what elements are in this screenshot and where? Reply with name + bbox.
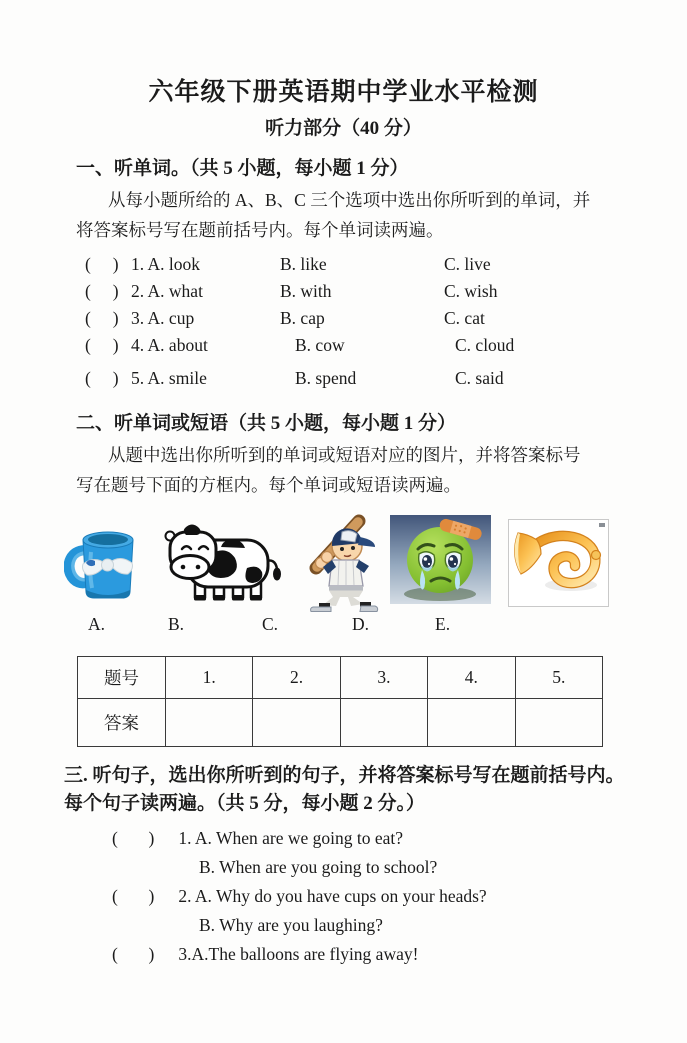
- section3-heading-line1: 三. 听句子，选出你所听到的句子，并将答案标号写在题前括号内。: [64, 765, 625, 786]
- question-row-2: [85, 278, 687, 305]
- sentence-item-2b: [199, 911, 687, 940]
- answer-cell-2: [253, 699, 340, 747]
- option-a: 1. A. look: [131, 254, 201, 274]
- answer-bracket: ( ): [112, 886, 155, 906]
- question-row-3: [85, 305, 687, 332]
- picture-options-row: [0, 508, 687, 640]
- picture-label-b: B.: [168, 614, 185, 634]
- question-row-5: [85, 365, 687, 392]
- option-c: C. said: [455, 368, 504, 388]
- option-b: B. like: [280, 254, 327, 274]
- answer-table: [77, 656, 603, 747]
- question-row-1: [85, 251, 687, 278]
- section3-item-list: [0, 824, 687, 969]
- table-col-1: 1.: [166, 657, 253, 699]
- sentence-item-1b: [199, 853, 687, 882]
- section1-instruction-line1: 从每小题所给的 A、B、C 三个选项中选出你所听到的单词，并: [108, 190, 591, 210]
- sentence-option: 1. A. When are we going to eat?: [178, 828, 404, 848]
- picture-label-c: C.: [262, 614, 279, 634]
- picture-label-a: A.: [88, 614, 106, 634]
- table-col-3: 3.: [340, 657, 427, 699]
- baseball-player-image: [287, 509, 387, 612]
- answer-cell-3: [340, 699, 427, 747]
- answer-bracket: ( ): [112, 944, 155, 964]
- sentence-item-3a: [112, 940, 687, 969]
- answer-bracket: ( ): [85, 368, 119, 388]
- section1-instruction-line2: 将答案标号写在题前括号内。每个单词读两遍。: [76, 220, 444, 240]
- page-subtitle: 听力部分（40 分）: [265, 118, 422, 139]
- answer-cell-1: [166, 699, 253, 747]
- section2-instruction-line2: 写在题号下面的方框内。每个单词或短语读两遍。: [76, 475, 461, 495]
- option-b: B. cap: [280, 308, 325, 328]
- section2-heading: 二、听单词或短语（共 5 小题，每小题 1 分）: [76, 413, 457, 434]
- table-col-5: 5.: [515, 657, 602, 699]
- answer-bracket: ( ): [112, 828, 155, 848]
- answer-bracket: ( ): [85, 335, 119, 355]
- option-a: 2. A. what: [131, 281, 203, 301]
- option-a: 5. A. smile: [131, 368, 207, 388]
- sentence-option: B. When are you going to school?: [199, 857, 438, 877]
- section3-heading-line2: 每个句子读两遍。（共 5 分，每小题 2 分。）: [64, 793, 426, 814]
- table-answer-row: [78, 699, 603, 747]
- option-c: C. cloud: [455, 335, 515, 355]
- option-c: C. cat: [444, 308, 485, 328]
- page-title: 六年级下册英语期中学业水平检测: [148, 79, 539, 106]
- option-b: B. spend: [295, 368, 357, 388]
- option-b: B. with: [280, 281, 332, 301]
- answer-cell-5: [515, 699, 602, 747]
- horn-image: [508, 519, 609, 607]
- option-a: 4. A. about: [131, 335, 208, 355]
- cow-image: [157, 516, 281, 608]
- answer-bracket: ( ): [85, 308, 119, 328]
- option-c: C. live: [444, 254, 491, 274]
- sentence-option: B. Why are you laughing?: [199, 915, 383, 935]
- section2-instruction-line1: 从题中选出你所听到的单词或短语对应的图片，并将答案标号: [108, 445, 581, 465]
- picture-label-e: E.: [435, 614, 451, 634]
- table-header-row: [78, 657, 603, 699]
- table-answer-label: 答案: [78, 699, 166, 747]
- table-col-2: 2.: [253, 657, 340, 699]
- option-c: C. wish: [444, 281, 498, 301]
- section1-heading: 一、听单词。（共 5 小题，每小题 1 分）: [76, 158, 409, 179]
- exam-paper-page: [0, 72, 687, 969]
- question-row-4: [85, 332, 687, 359]
- table-col-4: 4.: [428, 657, 515, 699]
- answer-bracket: ( ): [85, 281, 119, 301]
- section1-question-list: [0, 251, 687, 392]
- option-a: 3. A. cup: [131, 308, 195, 328]
- answer-bracket: ( ): [85, 254, 119, 274]
- answer-cell-4: [428, 699, 515, 747]
- table-question-number-label: 题号: [78, 657, 166, 699]
- picture-label-d: D.: [352, 614, 370, 634]
- sentence-option: 2. A. Why do you have cups on your heads?: [178, 886, 487, 906]
- sentence-option: 3.A.The balloons are flying away!: [178, 944, 419, 964]
- cup-image: [64, 520, 140, 604]
- sentence-item-2a: [112, 882, 687, 911]
- sentence-item-1a: [112, 824, 687, 853]
- crying-face-image: [390, 515, 491, 604]
- option-b: B. cow: [295, 335, 345, 355]
